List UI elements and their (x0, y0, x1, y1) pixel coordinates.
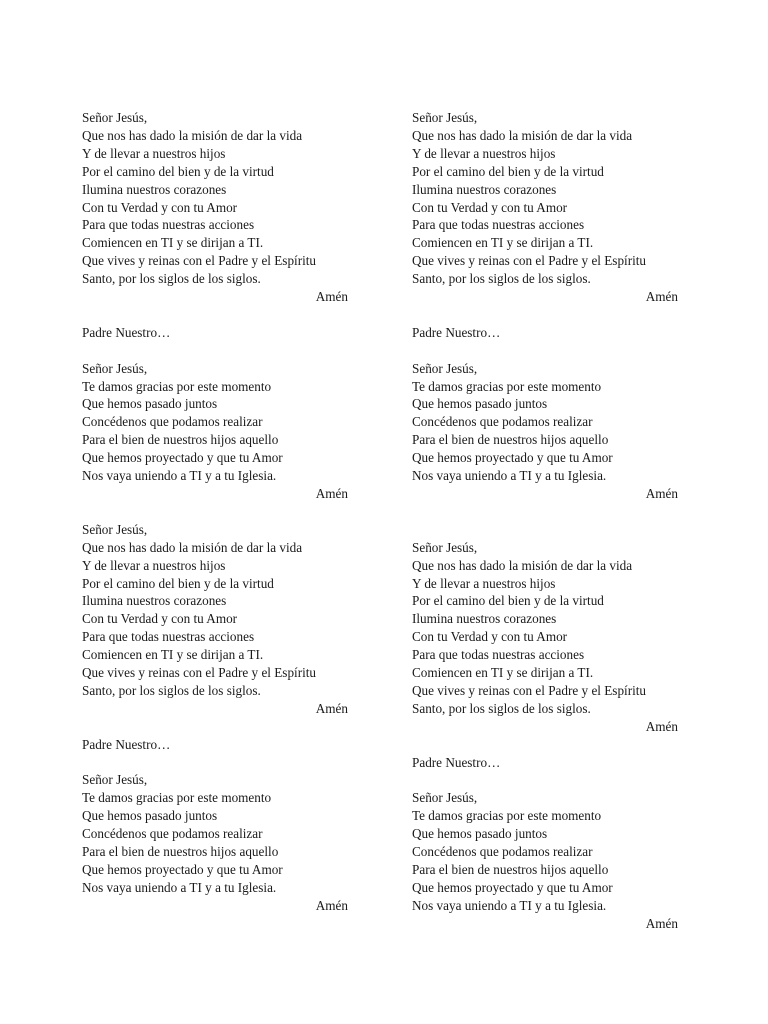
prayer-line: Que vives y reinas con el Padre y el Espíritu (412, 682, 647, 698)
prayer-line: Por el camino del bien y de la virtud (412, 163, 604, 179)
prayer-line: Te damos gracias por este momento (82, 378, 272, 394)
prayer-one-block (82, 521, 354, 718)
prayer-line: Te damos gracias por este momento (412, 808, 602, 824)
amen-label: Amén (645, 915, 678, 931)
prayer-line: Te damos gracias por este momento (82, 790, 272, 806)
prayer-line: Nos vaya uniendo a TI y a tu Iglesia. (82, 468, 277, 484)
prayer-line: Y de llevar a nuestros hijos (82, 145, 226, 161)
padre-nuestro-heading: Padre Nuestro… (412, 754, 501, 770)
amen-label: Amén (315, 700, 348, 716)
prayer-line: Señor Jesús, (82, 772, 148, 788)
amen-label: Amén (315, 897, 348, 913)
prayer-line: Santo, por los siglos de los siglos. (412, 271, 591, 287)
prayer-line: Señor Jesús, (412, 110, 478, 125)
left-column (82, 109, 354, 915)
prayer-line: Para que todas nuestras acciones (412, 647, 585, 663)
prayer-line: Para que todas nuestras acciones (82, 629, 255, 645)
prayer-line: Santo, por los siglos de los siglos. (82, 271, 261, 287)
prayer-line: Concédenos que podamos realizar (412, 414, 593, 430)
prayer-line: Concédenos que podamos realizar (82, 414, 263, 430)
prayer-line: Y de llevar a nuestros hijos (412, 145, 556, 161)
prayer-line: Señor Jesús, (412, 539, 478, 555)
prayer-line: Para que todas nuestras acciones (412, 217, 585, 233)
prayer-line: Que hemos pasado juntos (82, 808, 218, 824)
right-column (412, 109, 684, 933)
prayer-line: Santo, por los siglos de los siglos. (412, 700, 591, 716)
prayer-one-block (82, 109, 354, 306)
prayer-line: Señor Jesús, (412, 790, 478, 806)
prayer-two-block (412, 360, 684, 503)
prayer-line: Comiencen en TI y se dirijan a TI. (412, 235, 594, 251)
prayer-line: Señor Jesús, (82, 360, 148, 376)
prayer-line: Nos vaya uniendo a TI y a tu Iglesia. (412, 897, 607, 913)
prayer-line: Comiencen en TI y se dirijan a TI. (82, 235, 264, 251)
amen-label: Amén (315, 289, 348, 305)
prayer-line: Con tu Verdad y con tu Amor (412, 199, 568, 215)
prayer-line: Que hemos proyectado y que tu Amor (412, 450, 613, 466)
prayer-line: Que nos has dado la misión de dar la vida (82, 539, 303, 555)
prayer-line: Que hemos proyectado y que tu Amor (412, 879, 613, 895)
prayer-one-block (412, 539, 684, 736)
prayer-line: Por el camino del bien y de la virtud (82, 163, 274, 179)
prayer-line: Santo, por los siglos de los siglos. (82, 682, 261, 698)
prayer-line: Que vives y reinas con el Padre y el Espíritu (82, 665, 317, 681)
prayer-line: Nos vaya uniendo a TI y a tu Iglesia. (82, 879, 277, 895)
prayer-two-block (82, 360, 354, 503)
padre-nuestro-heading: Padre Nuestro… (82, 324, 171, 340)
prayer-line: Por el camino del bien y de la virtud (82, 575, 274, 591)
prayer-line: Para el bien de nuestros hijos aquello (82, 844, 279, 860)
padre-nuestro-heading: Padre Nuestro… (82, 736, 171, 752)
prayer-line: Que hemos pasado juntos (412, 396, 548, 412)
prayer-line: Que vives y reinas con el Padre y el Espíritu (82, 253, 317, 269)
prayer-line: Ilumina nuestros corazones (412, 611, 557, 627)
prayer-line: Concédenos que podamos realizar (412, 844, 593, 860)
amen-label: Amén (645, 718, 678, 734)
prayer-line: Con tu Verdad y con tu Amor (412, 629, 568, 645)
prayer-line: Y de llevar a nuestros hijos (412, 575, 556, 591)
prayer-line: Señor Jesús, (82, 110, 148, 125)
prayer-line: Por el camino del bien y de la virtud (412, 593, 604, 609)
prayer-line: Que hemos proyectado y que tu Amor (82, 861, 283, 877)
padre-nuestro-heading: Padre Nuestro… (412, 324, 501, 340)
prayer-line: Con tu Verdad y con tu Amor (82, 611, 238, 627)
prayer-line: Ilumina nuestros corazones (412, 181, 557, 197)
prayer-line: Nos vaya uniendo a TI y a tu Iglesia. (412, 468, 607, 484)
prayer-line: Que hemos pasado juntos (412, 826, 548, 842)
prayer-line: Para el bien de nuestros hijos aquello (412, 432, 609, 448)
prayer-line: Comiencen en TI y se dirijan a TI. (82, 647, 264, 663)
prayer-one-block (412, 109, 684, 306)
prayer-line: Te damos gracias por este momento (412, 378, 602, 394)
prayer-line: Que nos has dado la misión de dar la vida (412, 127, 633, 143)
prayer-line: Y de llevar a nuestros hijos (82, 557, 226, 573)
prayer-line: Para el bien de nuestros hijos aquello (412, 861, 609, 877)
prayer-line: Señor Jesús, (82, 521, 148, 537)
prayer-line: Que hemos proyectado y que tu Amor (82, 450, 283, 466)
amen-label: Amén (315, 486, 348, 501)
prayer-two-block (82, 771, 354, 914)
prayer-line: Que nos has dado la misión de dar la vida (412, 557, 633, 573)
prayer-line: Para que todas nuestras acciones (82, 217, 255, 233)
prayer-line: Con tu Verdad y con tu Amor (82, 199, 238, 215)
prayer-line: Comiencen en TI y se dirijan a TI. (412, 665, 594, 681)
prayer-line: Ilumina nuestros corazones (82, 593, 227, 609)
amen-label: Amén (645, 289, 678, 305)
prayer-line: Concédenos que podamos realizar (82, 826, 263, 842)
prayer-line: Que hemos pasado juntos (82, 396, 218, 412)
amen-label: Amén (645, 486, 678, 501)
prayer-two-block (412, 789, 684, 932)
prayer-line: Para el bien de nuestros hijos aquello (82, 432, 279, 448)
prayer-line: Señor Jesús, (412, 360, 478, 376)
prayer-line: Que vives y reinas con el Padre y el Espíritu (412, 253, 647, 269)
prayer-line: Ilumina nuestros corazones (82, 181, 227, 197)
prayer-line: Que nos has dado la misión de dar la vida (82, 127, 303, 143)
